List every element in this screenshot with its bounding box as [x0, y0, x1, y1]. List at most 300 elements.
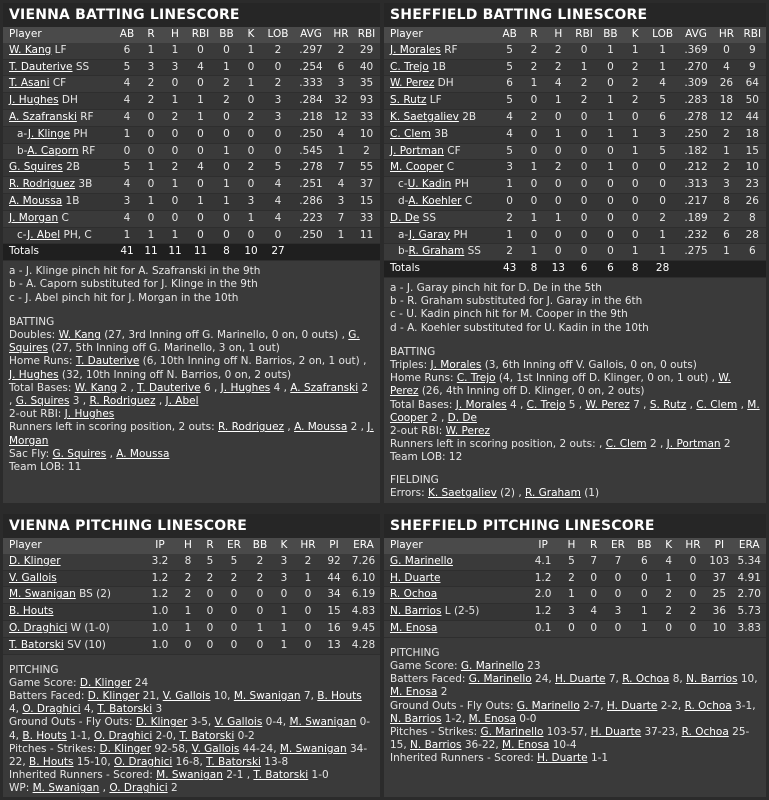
- position: PH: [70, 127, 88, 140]
- stat-cell: 0: [256, 605, 264, 618]
- player-link[interactable]: K. Saetgaliev: [390, 110, 459, 123]
- stat-cell: 0: [530, 228, 538, 241]
- note-line: b - R. Graham substituted for J. Garay in the 6th: [390, 295, 643, 308]
- player-cell: [3, 177, 115, 194]
- player-link[interactable]: M. Swanigan: [156, 769, 223, 782]
- pitcher-cell: [384, 604, 526, 621]
- stat-cell: 8: [223, 245, 230, 258]
- sheffield-batting-panel: [384, 3, 766, 503]
- stat-cell: 8: [631, 262, 639, 275]
- substitution-notes: [3, 261, 380, 307]
- stat-cell: 4: [337, 127, 345, 140]
- stat-cell: 0: [197, 178, 204, 191]
- player-link[interactable]: J. Hughes: [64, 408, 115, 421]
- stat-cell: 2: [580, 77, 588, 90]
- stat-cell: 0: [184, 638, 192, 651]
- player-link[interactable]: V. Gallois: [191, 742, 240, 755]
- stat-cell: 0: [230, 605, 238, 618]
- player-link[interactable]: B. Houts: [29, 756, 74, 768]
- stat-cell: 1: [256, 621, 264, 634]
- player-link[interactable]: O. Draghici: [109, 782, 168, 795]
- stat-cell: 1: [280, 621, 288, 634]
- table-row: [384, 93, 766, 110]
- player-link[interactable]: B. Houts: [9, 605, 54, 618]
- position: PH, C: [60, 228, 92, 241]
- stat-cell: 25: [712, 588, 727, 601]
- player-link[interactable]: J. Hughes: [9, 94, 59, 107]
- player-link[interactable]: J. Klinge: [27, 127, 71, 140]
- stat-cell: 0: [274, 228, 282, 241]
- col-header-ab: AB: [502, 28, 517, 40]
- stat-cell: 1: [659, 43, 666, 56]
- stat-cell: 0: [614, 588, 622, 601]
- table-row: [384, 227, 766, 244]
- stat-cell: 0: [223, 110, 230, 123]
- player-link[interactable]: M. Enosa: [390, 686, 438, 699]
- vienna-pitching-table: [3, 538, 380, 655]
- player-link[interactable]: R. Rodriguez: [218, 421, 285, 434]
- player-link[interactable]: M. Swanigan: [289, 716, 357, 729]
- table-row: [384, 193, 766, 210]
- col-header-rbi: RBI: [191, 28, 210, 40]
- stat-cell: 18: [719, 94, 734, 107]
- player-link[interactable]: M. Cooper: [390, 161, 444, 174]
- col-header-hr: HR: [718, 28, 735, 40]
- stat-cell: 1: [247, 43, 255, 56]
- table-row: [3, 59, 380, 76]
- stat-cell: 0: [171, 127, 179, 140]
- player-link[interactable]: J. Portman: [390, 144, 444, 157]
- table-row: [3, 604, 380, 621]
- player-link[interactable]: D. Klinger: [99, 742, 152, 755]
- player-cell: [384, 43, 497, 59]
- panel-title: VIENNA PITCHING LINESCORE: [3, 514, 380, 538]
- stat-cell: 5.34: [737, 554, 761, 567]
- stat-cell: .212: [684, 161, 708, 174]
- col-header-avg: AVG: [300, 28, 322, 40]
- stat-cell: 1: [280, 638, 288, 651]
- stat-cell: 41: [120, 245, 134, 258]
- sub-prefix: d-: [398, 194, 409, 207]
- stat-cell: 5: [506, 60, 513, 73]
- note-line: c - J. Abel pinch hit for J. Morgan in the 10th: [9, 291, 239, 304]
- position: C: [443, 161, 455, 174]
- stat-cell: 6.19: [351, 588, 376, 601]
- detail-line: 2-out RBI: J. Hughes: [9, 408, 115, 421]
- player-link[interactable]: R. Ochoa: [622, 673, 670, 686]
- player-link[interactable]: G. Marinello: [390, 554, 453, 567]
- player-link[interactable]: T. Asani: [9, 77, 50, 90]
- stat-cell: 0: [689, 571, 697, 584]
- stat-cell: 2: [659, 211, 666, 224]
- stat-cell: 0: [304, 621, 312, 634]
- stat-cell: 36: [712, 605, 727, 618]
- stat-cell: 5: [123, 60, 131, 73]
- stat-cell: 1.0: [151, 638, 169, 651]
- player-link[interactable]: V. Gallois: [162, 689, 211, 702]
- player-link[interactable]: R. Graham: [408, 245, 465, 258]
- stat-cell: .270: [684, 60, 708, 73]
- player-link[interactable]: S. Rutz: [390, 94, 427, 107]
- player-link[interactable]: M. Enosa: [502, 739, 550, 752]
- player-link[interactable]: T. Batorski: [97, 703, 153, 716]
- player-link[interactable]: H. Duarte: [590, 726, 642, 738]
- stat-cell: 2: [665, 588, 673, 601]
- detail-line: Ground Outs - Fly Outs: D. Klinger 3-5, V. Gallois 0-4, M. Swanigan 0-4, B. Houts 1-1, O. Draghici 2-0, T. Batorski 0-2: [9, 716, 371, 742]
- player-link[interactable]: O. Draghici: [22, 703, 81, 716]
- stat-cell: 0: [580, 194, 588, 207]
- player-link[interactable]: A. Moussa: [9, 194, 63, 207]
- table-row: [3, 177, 380, 194]
- player-link[interactable]: T. Batorski: [206, 756, 261, 768]
- decision: SV (10): [63, 638, 106, 651]
- player-link[interactable]: N. Barrios: [686, 673, 738, 686]
- stat-cell: 0: [304, 588, 312, 601]
- stat-cell: 0: [506, 194, 513, 207]
- stat-cell: 12: [719, 110, 734, 123]
- stat-cell: 1: [506, 228, 513, 241]
- player-link[interactable]: J. Portman: [666, 438, 721, 451]
- stat-cell: 40: [359, 60, 374, 73]
- player-link[interactable]: O. Draghici: [114, 756, 173, 768]
- stat-cell: 6: [506, 77, 513, 90]
- stat-cell: 0: [659, 178, 666, 191]
- stat-cell: 3.83: [737, 621, 761, 634]
- player-link[interactable]: D. Klinger: [79, 676, 132, 689]
- stat-cell: 6: [659, 110, 666, 123]
- position: CF: [443, 144, 461, 157]
- stat-cell: 43: [502, 262, 517, 275]
- detail-line: Ground Outs - Fly Outs: G. Marinello 2-7, H. Duarte 2-2, R. Ochoa 3-1, N. Barrios 1-2, M. Enosa 0-0: [390, 699, 756, 725]
- stat-cell: 0: [197, 144, 204, 157]
- stat-cell: 1: [123, 127, 131, 140]
- player-link[interactable]: M. Enosa: [468, 712, 516, 725]
- stat-cell: 1: [197, 94, 204, 107]
- stat-cell: 0: [206, 605, 214, 618]
- player-link[interactable]: G. Marinello: [460, 659, 524, 672]
- substitution-notes: [384, 278, 766, 337]
- table-row: [384, 587, 766, 604]
- detail-line: Inherited Runners - Scored: M. Swanigan 2-1 , T. Batorski 1-0: [9, 769, 329, 782]
- player-link[interactable]: C. Trejo: [390, 60, 429, 73]
- col-header-ip: IP: [155, 539, 165, 551]
- stat-cell: 2.70: [737, 588, 761, 601]
- stat-cell: 0: [247, 178, 255, 191]
- stat-cell: 37: [359, 178, 374, 191]
- stat-cell: 1: [280, 605, 288, 618]
- stat-cell: 0: [530, 194, 538, 207]
- player-link[interactable]: W. Perez: [585, 398, 630, 411]
- stat-cell: 5: [123, 161, 131, 174]
- player-cell: [384, 193, 497, 210]
- player-link[interactable]: T. Batorski: [253, 769, 309, 782]
- player-link[interactable]: J. Abel: [27, 228, 61, 241]
- totals-row: [384, 261, 766, 278]
- stat-cell: 0: [530, 94, 538, 107]
- table-row: [384, 620, 766, 637]
- stat-cell: 2: [631, 60, 639, 73]
- player-link[interactable]: R. Ochoa: [684, 699, 732, 712]
- stat-cell: 1: [171, 228, 179, 241]
- player-link[interactable]: N. Barrios: [410, 739, 462, 752]
- player-link[interactable]: V. Gallois: [214, 716, 263, 729]
- stat-cell: 4: [123, 178, 131, 191]
- player-link[interactable]: C. Clem: [696, 398, 738, 411]
- player-link[interactable]: G. Marinello: [480, 726, 544, 738]
- player-link[interactable]: B. Houts: [317, 689, 362, 702]
- player-link[interactable]: J. Morales: [390, 43, 441, 56]
- player-link[interactable]: B. Houts: [22, 729, 67, 742]
- player-link[interactable]: M. Swanigan: [32, 782, 100, 795]
- stat-cell: 2: [506, 245, 513, 258]
- stat-cell: 1: [607, 110, 614, 123]
- player-link[interactable]: O. Draghici: [9, 621, 68, 634]
- stat-cell: .275: [684, 245, 708, 258]
- section-label: BATTING: [390, 345, 436, 358]
- col-header-ab: AB: [119, 28, 135, 40]
- position: RF: [76, 110, 94, 123]
- col-header-bb: BB: [603, 28, 618, 40]
- player-link[interactable]: S. Rutz: [649, 398, 687, 411]
- player-link[interactable]: M. Cooper: [390, 398, 760, 424]
- stat-cell: 64: [745, 77, 759, 90]
- position: CF: [49, 77, 67, 90]
- player-link[interactable]: H. Duarte: [606, 699, 658, 712]
- player-link[interactable]: N. Barrios: [390, 712, 442, 725]
- player-link[interactable]: R. Rodriguez: [89, 394, 156, 407]
- stat-cell: 0.1: [534, 621, 552, 634]
- stat-cell: 5: [568, 554, 575, 567]
- stat-cell: 3: [659, 127, 666, 140]
- player-link[interactable]: A. Caporn: [27, 144, 79, 157]
- stat-cell: 1: [337, 144, 345, 157]
- player-cell: [384, 109, 497, 126]
- stat-cell: 6: [337, 60, 345, 73]
- stat-cell: [678, 261, 714, 278]
- position: C: [461, 194, 473, 207]
- stat-cell: 2: [247, 110, 255, 123]
- stat-cell: 3: [337, 77, 345, 90]
- col-header-k: K: [280, 539, 288, 551]
- stat-cell: 0: [590, 588, 598, 601]
- stat-cell: 0: [274, 127, 282, 140]
- player-link[interactable]: T. Dauterive: [137, 381, 201, 394]
- player-link[interactable]: J. Hughes: [9, 368, 59, 381]
- section-label: BATTING: [9, 315, 55, 328]
- player-link[interactable]: D. De: [390, 211, 420, 224]
- stat-cell: .218: [299, 110, 323, 123]
- player-link[interactable]: N. Barrios: [390, 605, 442, 618]
- player-link[interactable]: J. Morgan: [9, 211, 59, 224]
- player-link[interactable]: J. Hughes: [220, 381, 271, 394]
- player-link[interactable]: R. Ochoa: [681, 726, 729, 738]
- batting-details: [384, 346, 766, 500]
- table-row: [3, 143, 380, 160]
- stat-cell: .284: [299, 94, 323, 107]
- note-line: a - J. Garay pinch hit for D. De in the 5th: [390, 281, 602, 294]
- stat-cell: 1: [171, 178, 179, 191]
- player-link[interactable]: K. Saetgaliev: [427, 486, 497, 499]
- stat-cell: 1: [554, 94, 562, 107]
- stat-cell: [353, 244, 380, 261]
- stat-cell: 3: [280, 571, 288, 584]
- player-cell: [3, 227, 115, 244]
- stat-cell: 1: [530, 77, 538, 90]
- note-line: b - A. Caporn substituted for J. Klinge in the 9th: [9, 278, 258, 291]
- stat-cell: [714, 261, 738, 278]
- col-header-hr: HR: [333, 28, 349, 40]
- stat-cell: 1: [506, 178, 513, 191]
- player-link[interactable]: D. Klinger: [87, 689, 140, 702]
- player-link[interactable]: J. Morales: [430, 358, 482, 371]
- stat-cell: 11: [168, 245, 182, 258]
- player-link[interactable]: R. Ochoa: [390, 588, 438, 601]
- player-link[interactable]: M. Enosa: [390, 621, 438, 634]
- player-link[interactable]: G. Marinello: [468, 673, 532, 686]
- stat-cell: 1: [530, 161, 538, 174]
- stat-cell: 2: [665, 605, 673, 618]
- player-link[interactable]: H. Duarte: [390, 571, 441, 584]
- stat-cell: 1: [568, 588, 575, 601]
- player-link[interactable]: A. Koehler: [408, 194, 462, 207]
- stat-cell: 1: [607, 161, 614, 174]
- table-row: [384, 43, 766, 59]
- player-link[interactable]: C. Clem: [605, 438, 647, 451]
- stat-cell: [293, 244, 329, 261]
- stat-cell: 93: [359, 94, 374, 107]
- stat-cell: 3: [147, 60, 155, 73]
- player-link[interactable]: G. Marinello: [516, 699, 580, 712]
- detail-line: Game Score: G. Marinello 23: [390, 659, 541, 672]
- player-link[interactable]: H. Duarte: [555, 673, 606, 686]
- player-link[interactable]: O. Draghici: [93, 729, 153, 742]
- player-link[interactable]: A. Szafranski: [9, 110, 77, 123]
- player-link[interactable]: D. De: [447, 411, 477, 424]
- player-link[interactable]: C. Trejo: [456, 372, 496, 385]
- stat-cell: 2: [723, 127, 730, 140]
- stat-cell: 2: [631, 77, 639, 90]
- player-link[interactable]: W. Perez: [390, 77, 435, 90]
- player-cell: [3, 193, 115, 210]
- player-link[interactable]: T. Batorski: [179, 729, 235, 742]
- player-link[interactable]: A. Moussa: [294, 421, 348, 434]
- player-link[interactable]: G. Squires: [9, 161, 63, 174]
- player-link[interactable]: H. Duarte: [537, 752, 588, 765]
- detail-line: Game Score: D. Klinger 24: [9, 676, 149, 689]
- detail-line: Runners left in scoring position, 2 outs: R. Rodriguez , A. Moussa 2 , J. Morgan: [9, 421, 374, 447]
- player-link[interactable]: R. Rodriguez: [9, 178, 76, 191]
- stat-cell: 10: [244, 245, 258, 258]
- player-link[interactable]: W. Perez: [445, 424, 490, 437]
- position: SS: [464, 245, 481, 258]
- player-link[interactable]: D. Klinger: [9, 554, 61, 567]
- player-link[interactable]: G. Squires: [15, 394, 70, 407]
- stat-cell: 2: [256, 554, 264, 567]
- player-cell: [384, 210, 497, 227]
- stat-cell: .250: [299, 228, 323, 241]
- stat-cell: 0: [197, 228, 204, 241]
- section-label: FIELDING: [390, 473, 439, 486]
- player-link[interactable]: J. Morales: [455, 398, 507, 411]
- col-header-r: R: [530, 28, 538, 40]
- stat-cell: 3: [506, 161, 513, 174]
- stat-cell: 0: [280, 588, 288, 601]
- player-link[interactable]: J. Garay: [408, 228, 451, 241]
- stat-cell: 0: [641, 571, 648, 584]
- sub-prefix: a-: [398, 228, 409, 241]
- player-link[interactable]: G. Squires: [9, 328, 360, 355]
- sub-prefix: b-: [398, 245, 409, 258]
- player-link[interactable]: R. Graham: [525, 486, 581, 499]
- stat-cell: 5: [230, 554, 238, 567]
- stat-cell: 4: [723, 60, 730, 73]
- player-link[interactable]: C. Trejo: [526, 398, 566, 411]
- player-link[interactable]: W. Kang: [74, 381, 118, 394]
- stat-cell: 0: [689, 554, 697, 567]
- stat-cell: 1: [171, 94, 179, 107]
- stat-cell: .283: [684, 94, 708, 107]
- stat-cell: 4.83: [351, 605, 376, 618]
- stat-cell: 0: [197, 43, 204, 56]
- player-link[interactable]: W. Perez: [390, 372, 731, 398]
- note-line: d - A. Koehler substituted for U. Kadin in the 10th: [390, 321, 649, 334]
- player-cell: [384, 160, 497, 177]
- sub-prefix: a-: [17, 127, 28, 140]
- position: RF: [78, 144, 96, 157]
- player-link[interactable]: T. Dauterive: [75, 355, 140, 368]
- stat-cell: 5: [659, 144, 666, 157]
- detail-line: Batters Faced: D. Klinger 21, V. Gallois 10, M. Swanigan 7, B. Houts 4, O. Draghici 4, T. Batorski 3: [9, 689, 362, 716]
- player-cell: [384, 126, 497, 143]
- stat-cell: 0: [247, 127, 255, 140]
- player-link[interactable]: T. Dauterive: [9, 60, 73, 73]
- player-link[interactable]: M. Swanigan: [279, 742, 347, 755]
- stat-cell: 1: [147, 228, 155, 241]
- stat-cell: 2: [554, 43, 562, 56]
- player-link[interactable]: A. Szafranski: [290, 381, 359, 394]
- stat-cell: 0: [230, 638, 238, 651]
- stat-cell: 0: [197, 211, 204, 224]
- player-link[interactable]: T. Batorski: [9, 638, 64, 651]
- player-link[interactable]: J. Abel: [165, 394, 199, 407]
- stat-cell: 0: [580, 110, 588, 123]
- sheffield-pitching-table: [384, 538, 766, 638]
- stat-cell: 1: [247, 77, 255, 90]
- stat-cell: 2: [171, 161, 179, 174]
- decision: BS (2): [75, 588, 111, 601]
- col-header-k: K: [247, 28, 255, 40]
- stat-cell: 2: [554, 60, 562, 73]
- player-link[interactable]: M. Swanigan: [233, 689, 301, 702]
- player-link[interactable]: C. Clem: [390, 127, 431, 140]
- player-link[interactable]: W. Kang: [9, 43, 52, 56]
- player-link[interactable]: U. Kadin: [407, 178, 452, 191]
- stat-cell: 33: [359, 211, 374, 224]
- stat-cell: 8: [748, 211, 756, 224]
- player-link[interactable]: W. Kang: [58, 328, 101, 341]
- player-link[interactable]: M. Swanigan: [9, 588, 76, 601]
- table-header-row: [384, 27, 766, 43]
- stat-cell: 28: [745, 228, 759, 241]
- stat-cell: 0: [223, 161, 230, 174]
- player-link[interactable]: A. Moussa: [116, 447, 170, 460]
- player-link[interactable]: D. Klinger: [135, 716, 188, 729]
- player-link[interactable]: V. Gallois: [9, 571, 57, 584]
- stat-cell: 0: [304, 605, 312, 618]
- player-link[interactable]: G. Squires: [52, 447, 107, 460]
- col-header-er: ER: [611, 539, 625, 551]
- player-link[interactable]: J. Morgan: [9, 421, 374, 447]
